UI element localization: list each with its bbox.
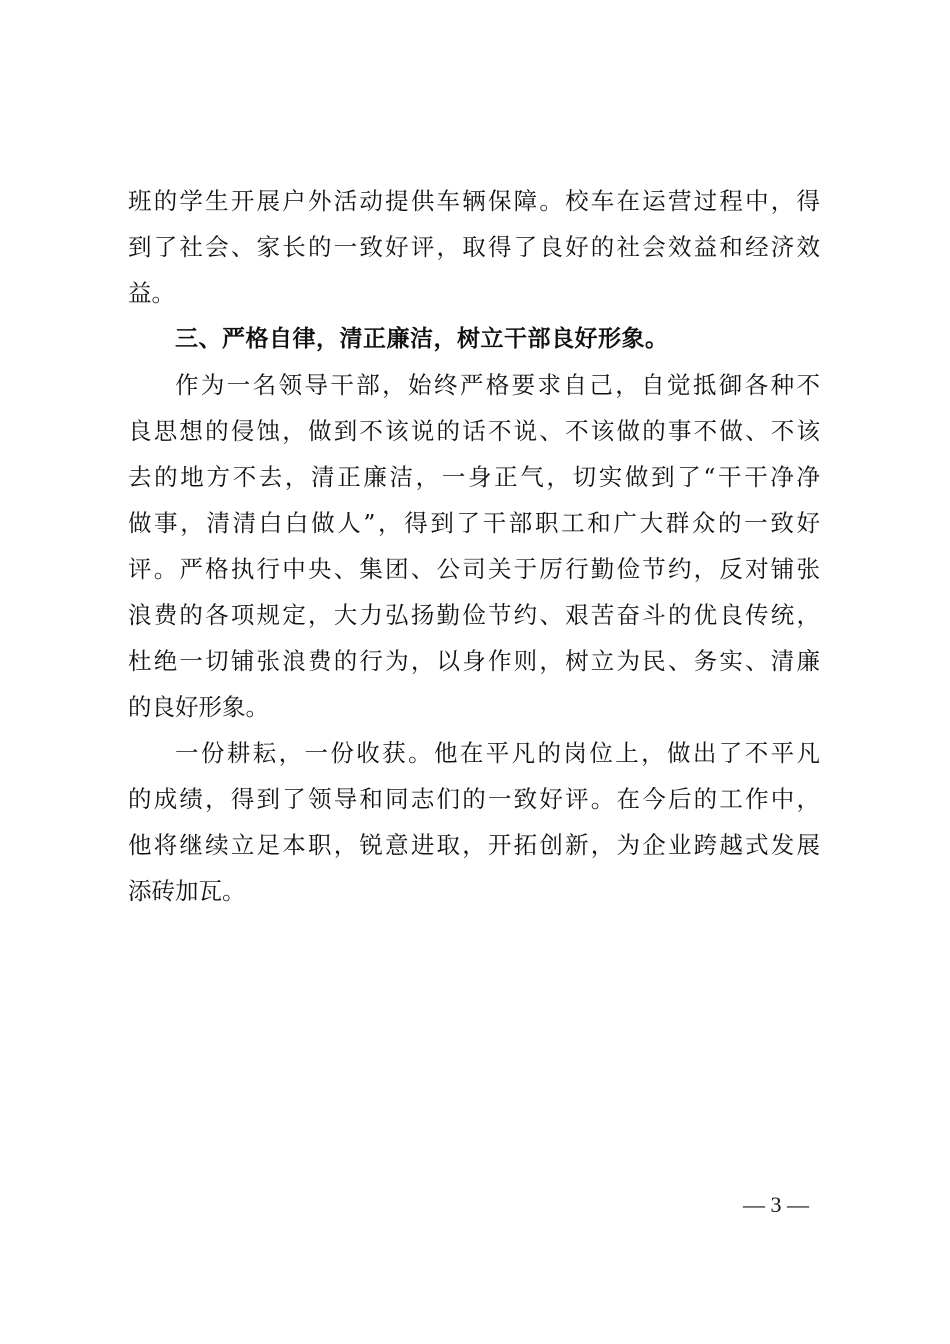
text-line: 一份耕耘，一份收获。他在平凡的岗位上，做出了不平凡 bbox=[175, 739, 820, 767]
text-line: 去的地方不去，清正廉洁，一身正气，切实做到了“干干净净 bbox=[128, 463, 820, 491]
text-line: 益。 bbox=[128, 279, 175, 307]
page-number: — 3 — bbox=[743, 1192, 809, 1217]
text-line: 评。严格执行中央、集团、公司关于厉行勤俭节约，反对铺张 bbox=[128, 555, 820, 583]
section-heading: 三、严格自律，清正廉洁，树立干部良好形象。 bbox=[175, 326, 669, 352]
text-line: 做事，清清白白做人”，得到了干部职工和广大群众的一致好 bbox=[128, 509, 820, 537]
document-body bbox=[128, 178, 820, 914]
text-line: 的良好形象。 bbox=[128, 693, 269, 721]
text-line: 到了社会、家长的一致好评，取得了良好的社会效益和经济效 bbox=[128, 233, 820, 261]
text-line: 杜绝一切铺张浪费的行为，以身作则，树立为民、务实、清廉 bbox=[128, 647, 820, 675]
text-line: 浪费的各项规定，大力弘扬勤俭节约、艰苦奋斗的优良传统， bbox=[128, 601, 820, 629]
text-line: 班的学生开展户外活动提供车辆保障。校车在运营过程中，得 bbox=[128, 187, 820, 215]
text-line: 作为一名领导干部，始终严格要求自己，自觉抵御各种不 bbox=[175, 371, 820, 399]
text-line: 的成绩，得到了领导和同志们的一致好评。在今后的工作中， bbox=[128, 785, 820, 813]
text-line: 良思想的侵蚀，做到不该说的话不说、不该做的事不做、不该 bbox=[128, 417, 820, 445]
text-line: 添砖加瓦。 bbox=[128, 877, 246, 905]
text-line: 他将继续立足本职，锐意进取，开拓创新，为企业跨越式发展 bbox=[128, 831, 820, 859]
